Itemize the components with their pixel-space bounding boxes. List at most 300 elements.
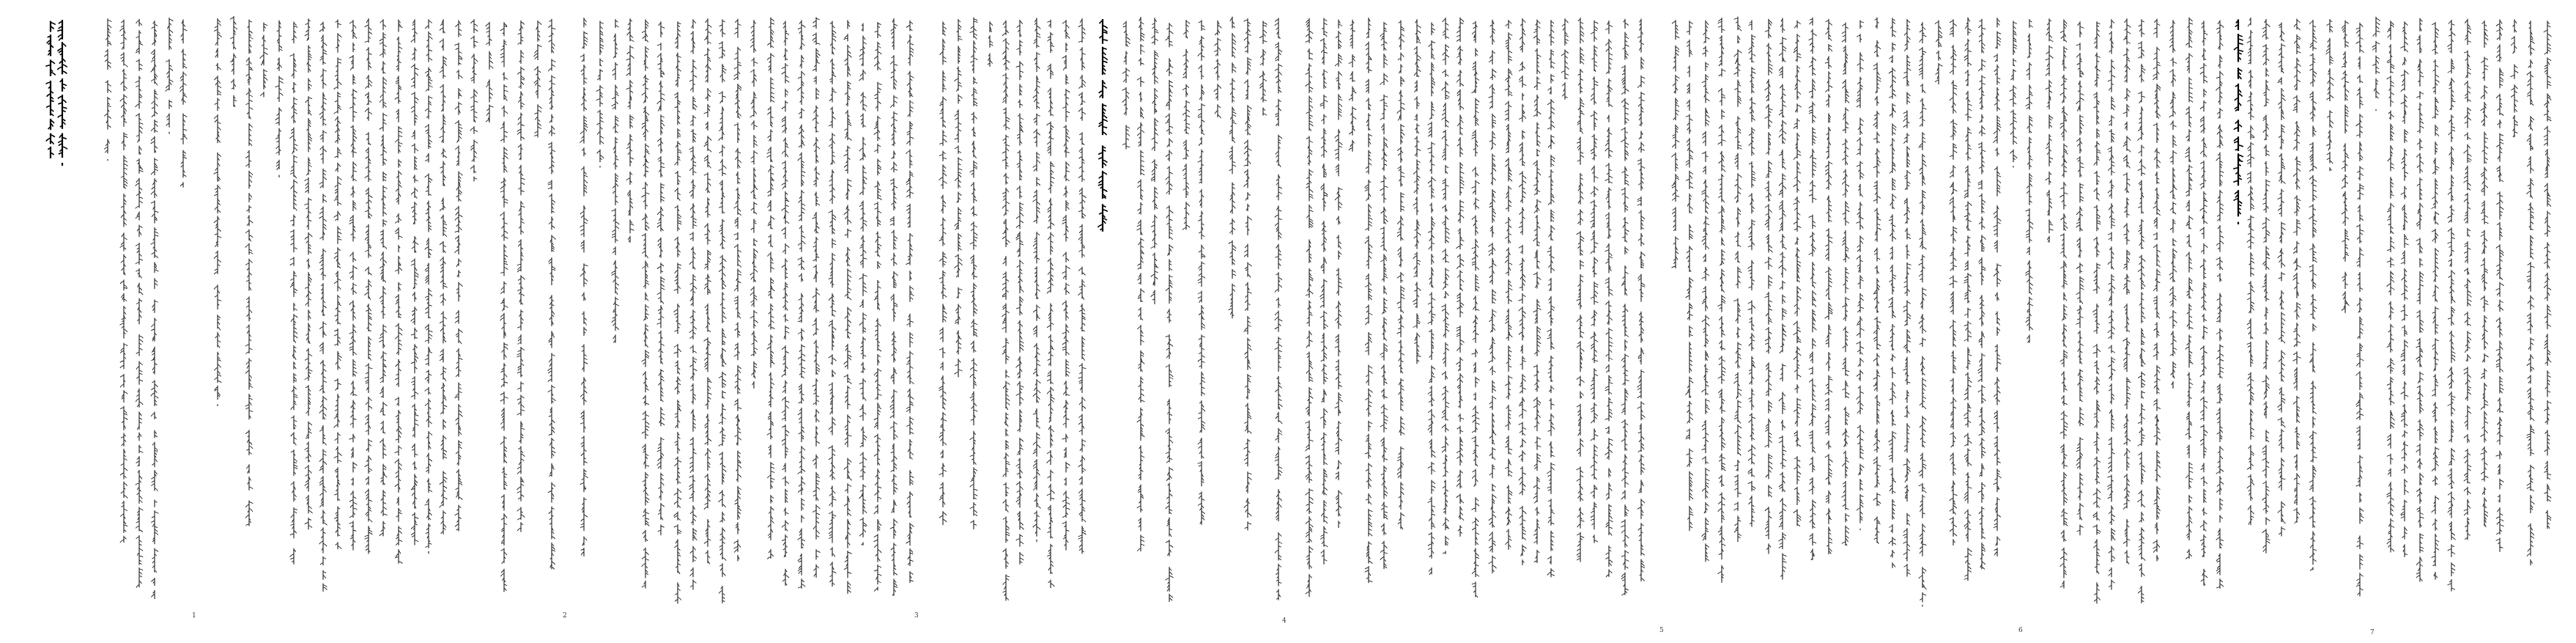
glyph-mark [369,405,372,408]
glyph-mark [552,77,555,78]
glyph-mark [249,446,253,449]
glyph-mark [383,223,386,226]
glyph-mark [152,353,155,355]
glyph-mark [552,427,555,430]
glyph-mark [693,532,696,535]
glyph-mark [661,278,665,280]
glyph-mark [120,350,124,353]
text-line [717,14,728,606]
glyph-mark [323,199,327,202]
glyph-mark [751,228,754,230]
glyph-mark [501,384,504,387]
glyph-mark [319,182,322,184]
glyph-mark [338,546,341,549]
glyph-mark [443,453,446,455]
glyph-mark [722,240,725,242]
glyph-mark [504,397,508,398]
glyph-mark [754,62,758,64]
glyph-mark [486,109,489,111]
glyph-mark [319,349,323,351]
glyph-mark [365,464,369,466]
glyph-mark [661,199,665,201]
glyph-mark [291,451,294,452]
glyph-mark [383,114,387,117]
glyph-mark [802,240,805,243]
glyph-mark [719,422,722,424]
glyph-mark [782,347,785,350]
glyph-mark [750,273,754,275]
glyph-mark [380,392,383,394]
glyph-mark [518,339,521,341]
glyph-mark [674,352,678,353]
glyph-mark [155,111,158,114]
glyph-mark [454,397,459,398]
glyph-mark [411,65,415,68]
glyph-mark [218,364,221,368]
glyph-mark [781,374,785,377]
glyph-mark [754,295,757,297]
glyph-mark [415,189,418,192]
glyph-mark [768,195,771,197]
text-column [318,15,328,595]
glyph-mark [751,287,754,290]
glyph-mark [767,475,771,478]
glyph-mark [802,236,805,238]
glyph-mark [771,424,774,426]
glyph-mark [383,466,386,469]
glyph-mark [738,260,741,262]
glyph-mark [630,205,633,208]
glyph-mark [426,129,429,131]
glyph-mark [155,235,158,237]
glyph-mark [136,135,139,136]
glyph-mark [613,191,616,194]
glyph-mark [155,270,159,272]
glyph-mark [308,507,312,510]
glyph-mark [411,207,415,208]
glyph-mark [246,93,249,95]
glyph-mark [249,180,252,183]
glyph-mark [166,85,169,88]
glyph-mark [521,125,525,126]
glyph-mark [690,238,693,239]
glyph-mark [767,152,771,154]
glyph-mark [802,353,805,356]
glyph-mark [369,367,372,369]
glyph-mark [785,405,789,408]
glyph-mark [738,367,741,369]
glyph-mark [708,59,711,62]
glyph-mark [249,260,253,263]
glyph-mark [349,343,352,345]
glyph-mark [305,474,308,476]
glyph-mark [719,499,722,502]
glyph-mark [139,548,143,551]
glyph-mark [249,221,253,224]
glyph-mark [166,61,169,62]
glyph-mark [320,153,323,155]
glyph-mark [353,330,356,333]
glyph-mark [645,166,648,168]
glyph-mark [735,297,738,298]
glyph-mark [754,339,758,342]
glyph-mark [661,301,664,304]
glyph-mark [308,98,312,99]
glyph-mark [690,511,693,513]
glyph-mark [139,362,143,365]
glyph-mark [246,362,249,365]
text-column [625,15,635,246]
glyph-mark [645,48,649,50]
glyph-mark [504,254,508,257]
glyph-mark [305,466,308,469]
glyph-mark [294,381,297,382]
glyph-mark [323,131,327,133]
glyph-mark [552,312,555,315]
glyph-mark [353,207,356,210]
glyph-mark [139,123,143,125]
glyph-mark [661,214,664,216]
glyph-mark [183,29,187,32]
glyph-mark [767,112,771,115]
glyph-mark [517,414,521,416]
glyph-mark [642,235,645,236]
page-number: 1 [192,612,196,620]
heading-column [57,15,69,169]
glyph-mark [369,254,371,256]
glyph-mark [455,147,459,150]
glyph-mark [580,229,584,232]
glyph-mark [443,512,446,513]
glyph-mark [338,249,341,251]
glyph-mark [734,300,738,301]
glyph-mark [396,554,399,556]
glyph-mark [474,91,478,94]
glyph-mark [155,283,158,285]
glyph-mark [104,147,108,150]
glyph-mark [615,94,619,96]
glyph-mark [612,273,615,276]
glyph-mark [429,194,432,195]
glyph-mark [661,438,665,440]
glyph-mark [121,242,124,245]
glyph-mark [661,288,665,290]
glyph-mark [615,227,619,229]
glyph-mark [693,358,697,360]
glyph-mark [215,78,218,81]
glyph-mark [425,325,429,328]
glyph-mark [504,199,508,200]
glyph-mark [708,353,711,355]
glyph-mark [645,473,648,476]
glyph-mark [734,206,738,208]
glyph-mark [429,512,432,515]
glyph-mark [658,458,661,461]
glyph-mark [645,356,649,358]
glyph-mark [785,447,788,449]
glyph-mark [440,24,443,26]
glyph-mark [661,526,665,527]
text-line [454,14,464,534]
glyph-mark [689,573,692,576]
glyph-mark [136,367,139,370]
glyph-mark [338,323,341,324]
glyph-mark [369,111,372,114]
glyph-mark [214,195,218,196]
glyph-mark [108,116,111,118]
glyph-mark [308,519,311,521]
glyph-mark [399,46,402,48]
glyph-mark [802,359,805,361]
text-line [318,15,328,595]
glyph-mark [366,188,369,191]
glyph-mark [642,445,645,448]
glyph-mark [581,524,584,526]
glyph-mark [456,333,459,335]
glyph-mark [500,185,504,188]
glyph-mark [245,231,249,233]
glyph-mark [443,378,446,381]
glyph-mark [218,186,221,189]
glyph-mark [782,250,785,252]
glyph-mark [121,26,124,27]
glyph-mark [657,462,661,465]
glyph-mark [121,206,124,207]
page-number: 2 [563,612,567,620]
glyph-mark [369,284,371,287]
glyph-mark [350,276,353,279]
glyph-mark [334,416,338,419]
glyph-mark [155,232,158,233]
glyph-mark [781,72,785,74]
text-line [780,16,791,589]
glyph-mark [380,39,383,41]
glyph-mark [674,526,678,527]
glyph-mark [782,579,785,581]
glyph-mark [771,268,774,270]
glyph-mark [521,22,525,25]
glyph-mark [722,557,726,560]
glyph-mark [124,37,127,40]
glyph-mark [708,490,711,493]
glyph-mark [693,326,697,329]
glyph-mark [395,229,399,232]
glyph-mark [504,136,507,137]
text-line [438,13,448,537]
glyph-mark [581,242,584,244]
glyph-mark [771,174,774,175]
glyph-mark [584,188,587,189]
glyph-mark [518,122,521,125]
glyph-mark [548,26,552,29]
glyph-mark [353,530,356,532]
glyph-mark [615,276,618,279]
glyph-mark [517,72,521,74]
glyph-mark [395,460,399,463]
glyph-mark [334,438,337,441]
glyph-mark [139,68,142,70]
glyph-mark [678,408,681,411]
glyph-mark [645,559,649,560]
glyph-mark [738,282,741,283]
glyph-mark [399,512,402,514]
glyph-mark [429,85,433,87]
glyph-mark [395,364,398,367]
glyph-mark [489,106,493,108]
glyph-mark [308,354,312,356]
glyph-mark [486,84,489,87]
glyph-mark [108,106,111,107]
glyph-mark [645,422,649,425]
glyph-mark [754,348,758,350]
glyph-mark [323,227,327,229]
glyph-mark [690,469,693,473]
glyph-mark [600,70,603,72]
glyph-mark [645,434,648,436]
glyph-mark [290,173,294,174]
glyph-mark [799,385,802,387]
glyph-mark [183,95,187,98]
glyph-mark [108,43,111,45]
glyph-mark [708,397,711,399]
glyph-mark [693,279,696,280]
glyph-mark [719,491,722,494]
glyph-mark [645,144,649,147]
glyph-mark [782,185,785,188]
glyph-mark [214,256,218,259]
glyph-mark [504,552,507,555]
glyph-mark [613,251,616,253]
glyph-mark [504,155,508,158]
text-column [610,14,621,347]
glyph-mark [305,483,308,486]
glyph-mark [704,286,708,289]
glyph-mark [584,223,588,224]
glyph-mark [708,257,711,260]
glyph-mark [676,416,678,417]
glyph-mark [290,483,293,485]
glyph-mark [781,106,785,109]
text-line [547,15,557,573]
glyph-mark [521,103,525,105]
glyph-mark [722,392,726,394]
glyph-mark [597,132,600,135]
glyph-mark [782,439,785,441]
glyph-mark [459,29,462,31]
glyph-mark [782,390,785,392]
glyph-mark [155,396,158,398]
glyph-mark [353,419,356,420]
text-column [393,14,404,567]
glyph-mark [320,562,323,565]
glyph-mark [504,374,507,377]
glyph-mark [121,104,124,107]
glyph-mark [771,23,774,25]
glyph-mark [323,98,327,100]
glyph-mark [366,402,369,405]
glyph-mark [353,136,357,139]
glyph-mark [323,333,326,335]
glyph-mark [504,515,507,518]
glyph-mark [708,381,712,383]
glyph-mark [155,526,158,528]
glyph-mark [474,59,478,62]
glyph-mark [425,312,429,313]
glyph-mark [693,100,696,102]
glyph-mark [319,211,323,213]
glyph-mark [151,172,155,174]
glyph-mark [474,101,478,103]
glyph-mark [584,362,588,364]
glyph-mark [678,100,681,103]
glyph-mark [501,181,504,183]
glyph-mark [678,23,681,24]
glyph-mark [689,283,692,284]
glyph-mark [504,523,507,524]
glyph-mark [690,585,693,587]
glyph-mark [517,487,522,490]
glyph-mark [785,521,788,524]
glyph-mark [369,532,372,534]
glyph-mark [661,264,664,266]
glyph-mark [626,178,630,180]
glyph-mark [693,224,697,226]
glyph-mark [501,570,504,573]
glyph-mark [353,352,357,355]
glyph-mark [399,142,402,144]
glyph-mark [455,24,458,27]
glyph-mark [429,97,432,98]
glyph-mark [630,125,633,128]
glyph-mark [276,164,279,166]
glyph-mark [415,540,418,542]
glyph-mark [600,48,603,49]
glyph-mark [722,466,725,468]
glyph-mark [738,407,741,408]
glyph-mark [183,115,187,117]
glyph-mark [369,32,372,34]
glyph-mark [294,309,297,310]
glyph-mark [657,293,661,295]
glyph-mark [308,56,312,58]
glyph-mark [678,497,681,499]
glyph-mark [600,23,604,24]
glyph-mark [521,56,524,58]
glyph-mark [349,523,352,524]
glyph-mark [521,276,525,279]
glyph-mark [754,111,757,114]
glyph-mark [383,469,386,470]
glyph-mark [454,513,458,515]
glyph-mark [383,122,387,124]
glyph-mark [719,269,722,271]
glyph-mark [120,245,124,247]
glyph-mark [470,128,473,131]
glyph-mark [708,393,711,394]
glyph-mark [108,98,111,100]
glyph-mark [169,30,173,33]
glyph-mark [645,497,649,500]
glyph-mark [218,23,221,26]
glyph-mark [802,204,805,206]
glyph-mark [645,492,648,495]
glyph-mark [643,531,645,534]
glyph-mark [380,296,383,299]
glyph-mark [552,430,555,433]
glyph-mark [349,220,352,221]
glyph-mark [290,407,293,410]
glyph-mark [380,43,383,44]
